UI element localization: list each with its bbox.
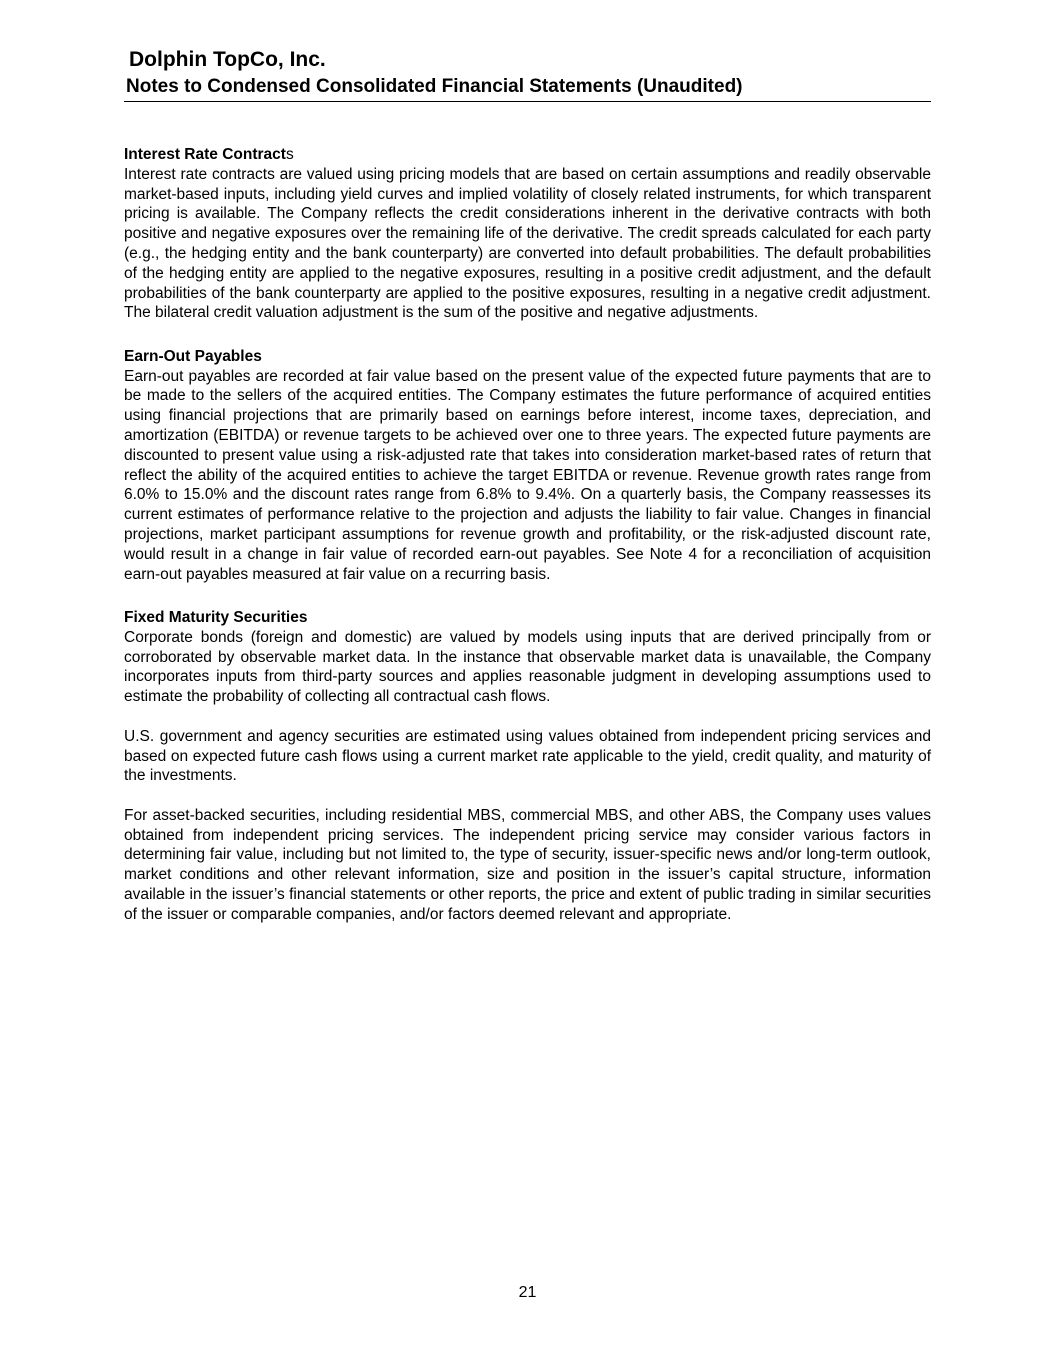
paragraph: Corporate bonds (foreign and domestic) are valued by models using inputs that are derived principally from or corroborated by observable market data. In the instance that observable market data is unavailable, the Company incorporates inputs from third-party sources and applies reasonable judgment in developing assumptions used to estimate the probability of collecting all contractual cash flows. xyxy=(124,628,931,706)
section-earn-out-payables xyxy=(124,347,931,585)
section-heading: Fixed Maturity Securities xyxy=(124,608,308,626)
company-name: Dolphin TopCo, Inc. xyxy=(129,48,326,71)
page-header xyxy=(124,46,931,102)
document-body xyxy=(124,145,931,948)
section-interest-rate-contracts xyxy=(124,145,931,323)
paragraph: U.S. government and agency securities are estimated using values obtained from independent pricing services and based on expected future cash flows using a current market rate applicable to the yield, credit quality, and maturity of the investments. xyxy=(124,727,931,785)
section-heading-tail: s xyxy=(285,146,294,163)
paragraph: Interest rate contracts are valued using pricing models that are based on certain assumptions and readily observable market-based inputs, including yield curves and implied volatility of closely related instruments, for which transparent pricing is available. The Company reflects the credit considerations inherent in the derivative contracts with both positive and negative exposures over the remaining life of the derivative. The credit spreads calculated for each party (e.g., the hedging entity and the bank counterparty) are converted into default probabilities. The default probabilities of the hedging entity are applied to the negative exposures, resulting in a positive credit adjustment, and the default probabilities of the bank counterparty are applied to the positive exposures, resulting in a negative credit adjustment. The bilateral credit valuation adjustment is the sum of the positive and negative adjustments. xyxy=(124,165,931,322)
paragraph: For asset-backed securities, including residential MBS, commercial MBS, and other ABS, the Company uses values obtained from independent pricing services. The independent pricing service may consider various factors in determining fair value, including but not limited to, the type of security, issuer-specific news and/or long-term outlook, market conditions and other relevant information, size and position in the issuer’s capital structure, information available in the issuer’s financial statements or other reports, the price and extent of public trading in similar securities of the issuer or comparable companies, and/or factors deemed relevant and appropriate. xyxy=(124,806,931,923)
page-number: 21 xyxy=(518,1284,537,1301)
section-heading: Earn-Out Payables xyxy=(124,347,262,365)
section-heading xyxy=(124,145,931,165)
document-subtitle: Notes to Condensed Consolidated Financial Statements (Unaudited) xyxy=(126,76,743,97)
section-heading-main: Interest Rate Contract xyxy=(124,146,286,163)
section-fixed-maturity-securities xyxy=(124,608,931,925)
paragraph: Earn-out payables are recorded at fair value based on the present value of the expected future payments that are to be made to the sellers of the acquired entities. The Company estimates the future performance of acquired entities using financial projections that are primarily based on earnings before interest, income taxes, depreciation, and amortization (EBITDA) or revenue targets to be achieved over one to three years. The expected future payments are discounted to present value using a risk-adjusted rate that takes into consideration market-based rates of return that reflect the ability of the acquired entities to achieve the target EBITDA or revenue. Revenue growth rates range from 6.0% to 15.0% and the discount rates range from 6.8% to 9.4%. On a quarterly basis, the Company reassesses its current estimates of performance relative to the projection and adjusts the liability to fair value. Changes in financial projections, market participant assumptions for revenue growth and profitability, or the risk-adjusted discount rate, would result in a change in fair value of recorded earn-out payables. See Note 4 for a reconciliation of acquisition earn-out payables measured at fair value on a recurring basis. xyxy=(124,367,931,583)
